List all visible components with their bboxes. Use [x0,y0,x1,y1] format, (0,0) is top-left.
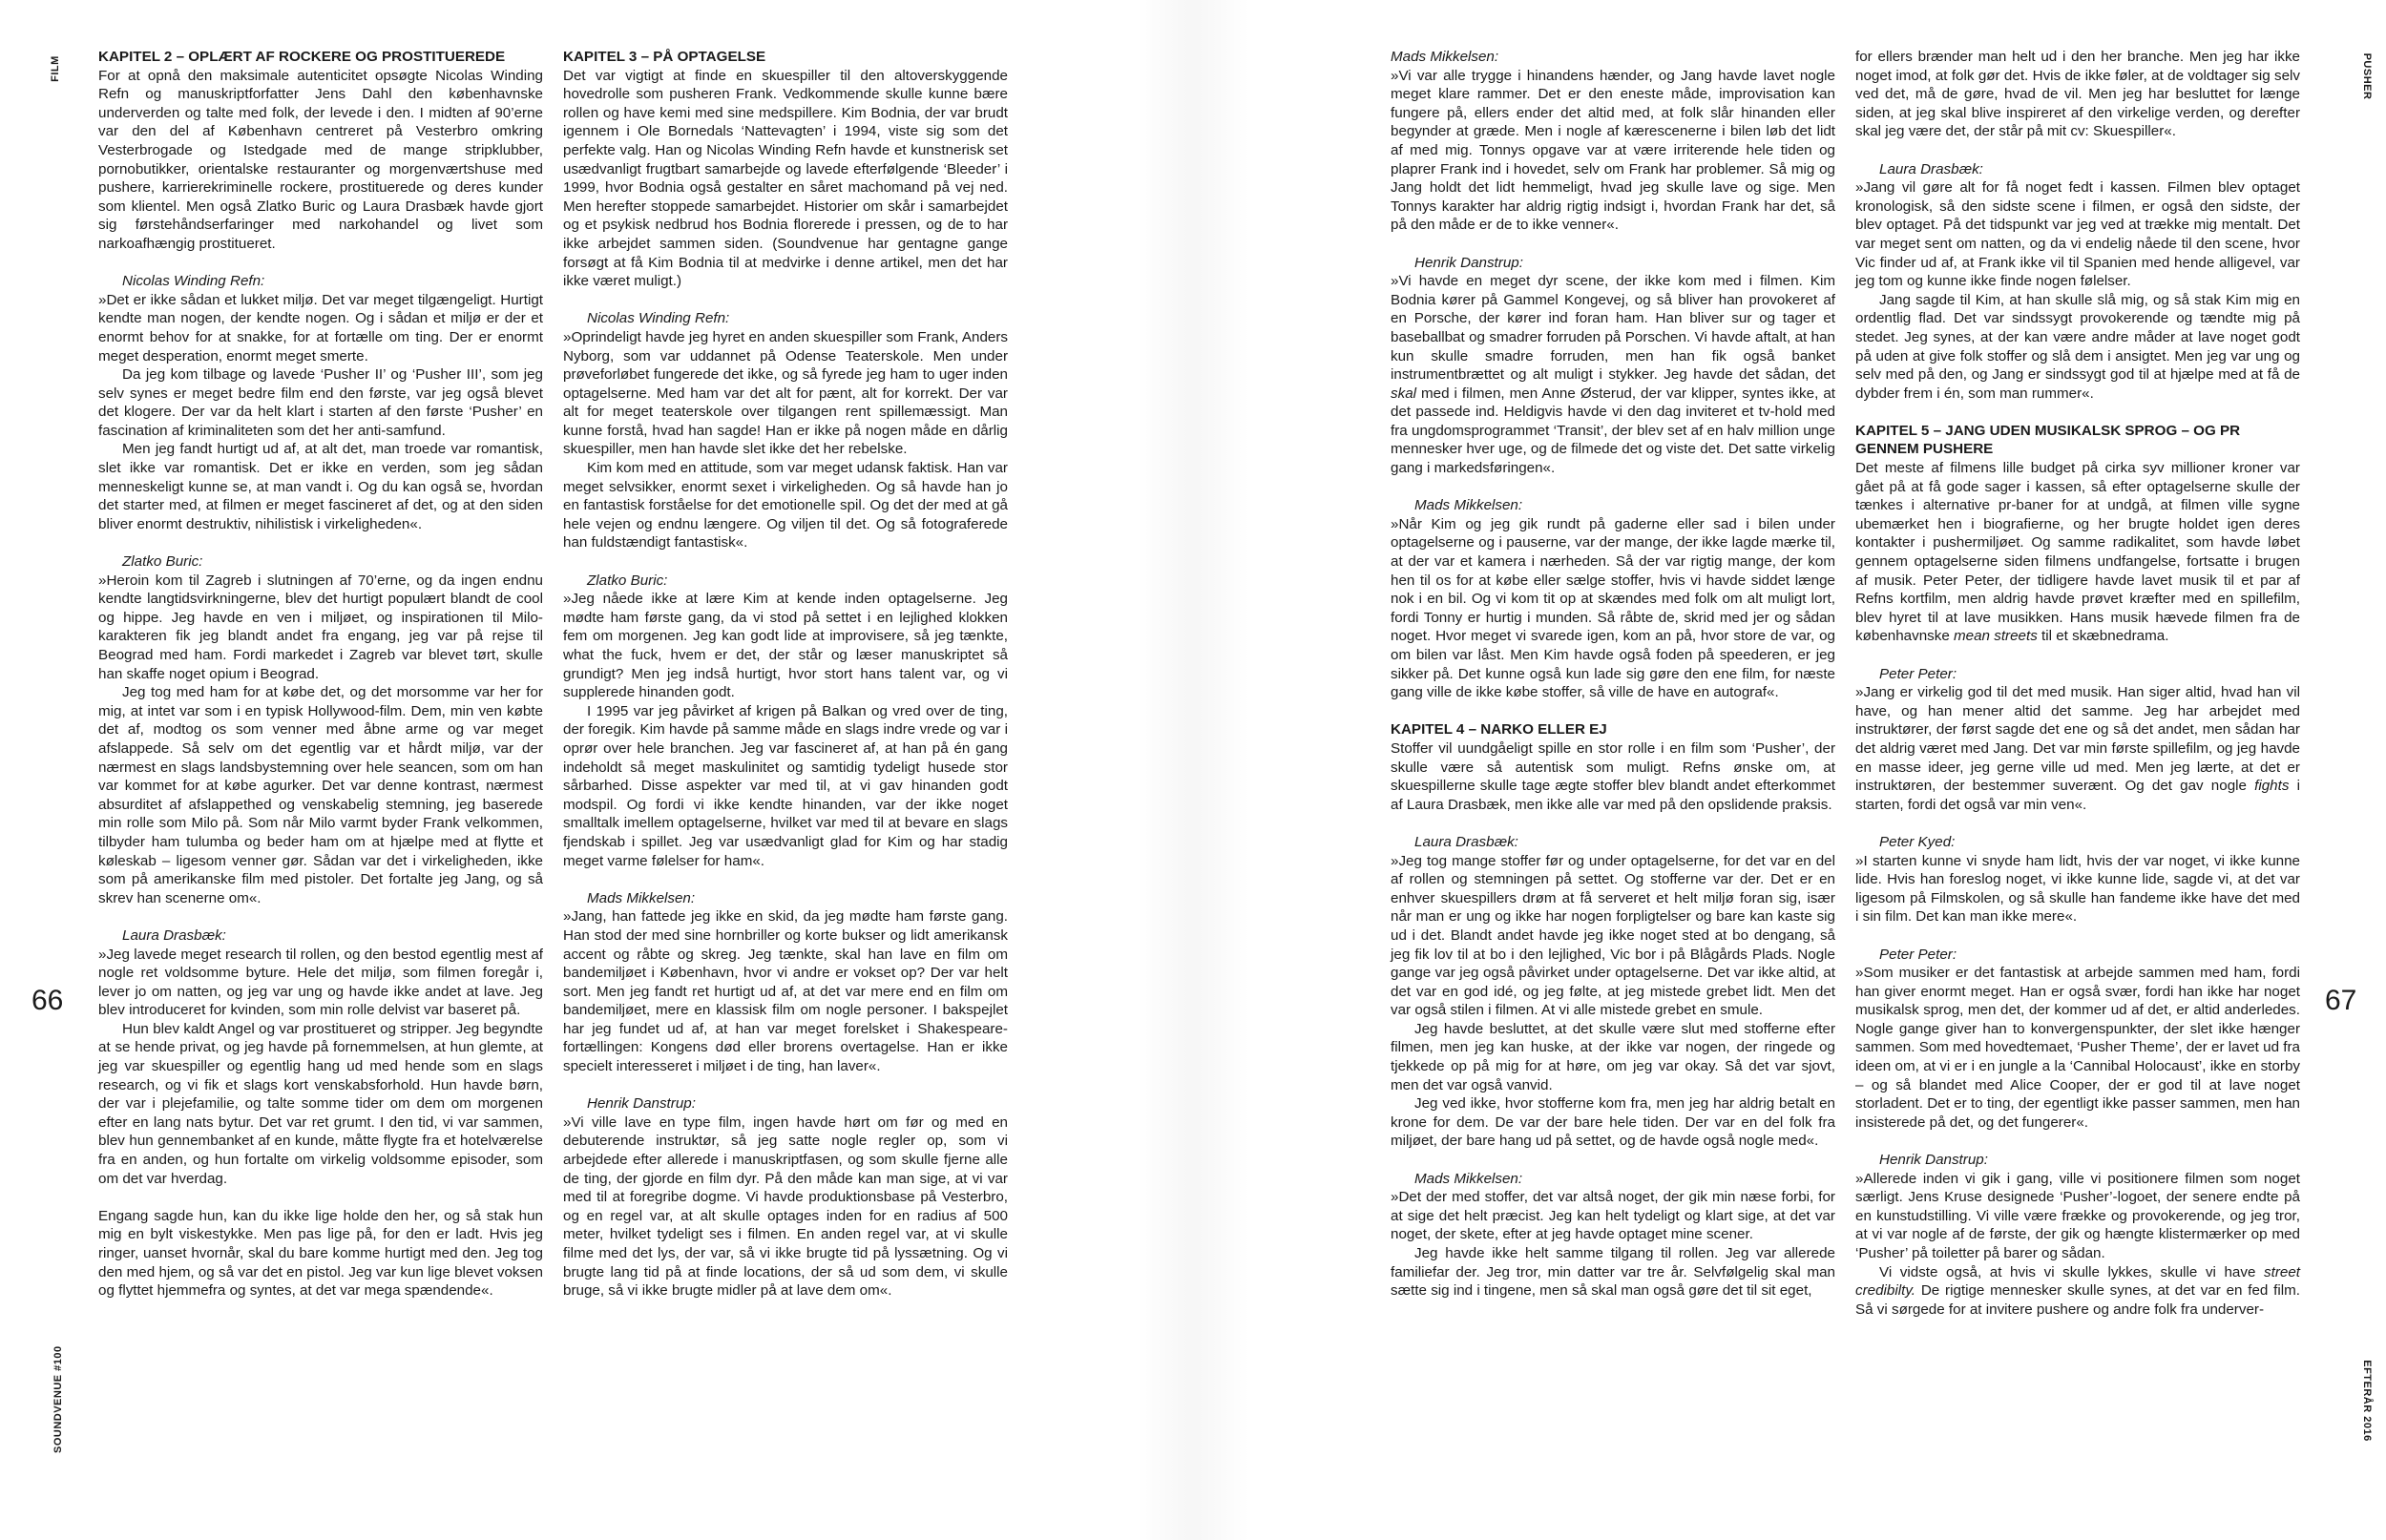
chapter-heading: KAPITEL 3 – PÅ OPTAGELSE [563,49,766,65]
quote-paragraph: Jang sagde til Kim, at han skulle slå mig, og så stak Kim mig en ordentlig flad. Det var sindssygt provokerende og tændte mig på stedet. Jeg synes, at der kan være andre måder at lave noget godt på uden at give folk stoffer og slå dem i ansigtet. Men jeg var ung og selv med på den, og Jang er sindssygt god til at hjælpe med at få de dybder frem i én, som man rummer«. [1855,291,2300,402]
speaker-name: Nicolas Winding Refn: [122,273,265,290]
quote-paragraph: »Når Kim og jeg gik rundt på gaderne eller sad i bilen under optagelserne og i pauserne, var der mange, der ikke lagde mærke til, at der var et kamera i nærheden. Så der var rigtig mange, der kom hen til os for at købe eller sælge stoffer, hvis vi havde siddet længe nok i en bil. Og vi kom tit op at skændes med folk om alt muligt lort, fordi Tonny er hurtig i munden. Så råbte de, skrid med jer og sådan noget. Hvor meget vi svarede igen, kom an på, hvor store de var, og om bilen var låst. Men Kim havde også foden på speederen, er jeg sikker på. Det kunne også kun lade sig gøre den ene film, for næste gang ville de ikke købe stoffer, så ville de have en autograf«. [1391,515,1835,701]
quote-paragraph: Men jeg fandt hurtigt ud af, at alt det, man troede var romantisk, slet ikke var romantisk. Det er ikke en verden, som jeg sådan menneskeligt kunne se, at man vandt i. Og du kan også se, hvordan det starter med, at filmen er meget fascineret af det, og at den siden bliver enormt destruktiv, nihilistisk i virkeligheden«. [98,441,543,532]
body-paragraph: For at opnå den maksimale autenticitet opsøgte Nicolas Winding Refn og manuskriptforfatter Jens Dahl den københavnske underverden og talte med folk, der levede i den. I midten af 90’erne var den del af København centreret på Vesterbro omkring Vesterbrogade og Istedgade med de mange stripklubber, pornobutikker, orientalske restauranter og morgenværtshuse med pushere, karrierekriminelle rockere, prostituerede og deres kunder som klientel. Men også Zlatko Buric og Laura Drasbæk havde gjort sig førstehåndserfaringer med narkohandel og livet som narkoafhængig prostitueret. [98,67,543,252]
quote-paragraph: »I starten kunne vi snyde ham lidt, hvis der var noget, vi ikke kunne lide. Hvis han foreslog noget, vi ikke kunne lide, sagde vi, at det var ligesom på Filmskolen, og så skulle han fandeme ikke have det med i sin film. Det kan man ikke mere«. [1855,852,2300,926]
quote-paragraph: »Heroin kom til Zagreb i slutningen af 70’erne, og da ingen endnu kendte langtidsvirkningerne, blev det hurtigt populært blandt de cool og hippe. Jeg havde en ven i miljøet, og inspirationen til Milo-karakteren fik jeg blandt andet fra engang, jeg var på rejse til Beograd med ham. Fordi markedet i Zagreb var blevet tørt, skulle han skaffe noget opium i Beograd. [98,572,543,682]
speaker-name: Mads Mikkelsen: [1391,49,1499,65]
quote-paragraph: »Jang er virkelig god til det med musik. Han siger altid, hvad han vil have, og han mener altid det samme. Jeg har arbejdet med instruktører, der først sagde det ene og så det andet, men sådan har det aldrig været med Jang. Det var min første spillefilm, og jeg havde en masse ideer, jeg gerne ville ud med. Men jeg lærte, at det er instruktøren, der bestemmer suverænt. Og det gav nogle fights i starten, fordi det også var min ven«. [1855,684,2300,813]
quote-paragraph: Jeg havde ikke helt samme tilgang til rollen. Jeg var allerede familiefar der. Jeg tror, min datter var tre år. Selvfølgelig skal man sætte sig ind i tingene, men så skal man også gøre det til sit eget, [1391,1245,1835,1300]
quote-paragraph: Vi vidste også, at hvis vi skulle lykkes, skulle vi have street credibilty. De rigtige mennesker skulle synes, at det var en fed film. Så vi sørgede for at invitere pushere og andre folk fra underver- [1855,1263,2300,1318]
section-label: PUSHER [2361,52,2373,100]
article-column-3 [1391,48,1835,1301]
article-column-2 [563,48,1008,1301]
quote-paragraph: Jeg ved ikke, hvor stofferne kom fra, men jeg har aldrig betalt en krone for dem. De var der bare hele tiden. Der var en del folk fra miljøet, der bare hang ud på settet, og de havde også nogle med«. [1391,1095,1835,1150]
quote-paragraph: »Jeg nåede ikke at lære Kim at kende inden optagelserne. Jeg mødte ham første gang, da vi stod på settet i en lejlighed klokken fem om morgenen. Jeg kan godt lide at improvisere, så jeg tænkte, what the fuck, hvem er det, der står og læser manuskriptet så grundigt? Men jeg indså hurtigt, hvor stort hans talent var, og vi supplerede hinanden godt. [563,591,1008,701]
speaker-name: Laura Drasbæk: [1414,833,1518,850]
quote-paragraph: »Vi havde en meget dyr scene, der ikke kom med i filmen. Kim Bodnia kører på Gammel Kongevej, og så bliver han provokeret af en Porsche, der kører ind foran ham. Han bliver sur og tager et baseballbat og smadrer forruden på Porschen. Vi havde aftalt, at han kun skulle smadre forruden, men han fik også banket instrumentbrættet og alt muligt i stykker. Jeg havde det sådan, det skal med i filmen, men Anne Østerud, der var klipper, syntes ikke, at det passede ind. Heldigvis havde vi den dag inviteret et tv-hold med fra ungdomsprogrammet ‘Transit’, der blev set af en halv million unge mennesker hver uge, og de filmede det og viste det. Det satte virkelig gang i markedsføringen«. [1391,273,1835,477]
quote-paragraph: »Som musiker er det fantastisk at arbejde sammen med ham, fordi han giver enormt meget. Han er også svær, fordi han ikke har noget musikalsk sprog, men det, der kommer ud af det, er altid anderledes. Nogle gange giver han to konvergenspunkter, der slet ikke hænger sammen. Som med hovedtemaet, ‘Pusher Theme’, der er lavet ud fra ideen om, at vi er i en jungle a la ‘Cannibal Holocaust’, ikke en storby – og så blandet med Alice Cooper, der er god til at lave noget storladent. Det er to ting, der egentligt ikke passer sammen, men han insisterede på det, og det fungerer«. [1855,965,2300,1131]
speaker-name: Nicolas Winding Refn: [587,310,730,327]
quote-paragraph: Kim kom med en attitude, som var meget udansk faktisk. Han var meget selvsikker, enormt sexet i virkeligheden. Og så havde han jo en fantastisk forståelse for det emotionelle spil. Og det der med at gå hele vejen og endnu længere. Og viljen til det. Og så fotograferede han fuldstændigt fantastisk«. [563,460,1008,551]
speaker-name: Mads Mikkelsen: [1414,497,1523,514]
issue-label: SOUNDVENUE #100 [52,1345,64,1453]
quote-paragraph: Hun blev kaldt Angel og var prostitueret og stripper. Jeg begyndte at se hende privat, og jeg havde på fornemmelsen, at hun glemte, at jeg var skuespiller og egentlig hang ud med hende som en slags research, og vi fik et slags kort venskabsforhold. Hun havde børn, der var i plejefamilie, og talte somme tider om dem om morgenen efter en lang nats bytur. Det var ret grumt. I den tid, vi var sammen, blev hun gennembanket af en kunde, måtte flygte fra et hotelværelse fra en anden, og hun fortalte om virkelig voldsomme episoder, som om det var hverdag. [98,1020,543,1187]
quote-paragraph: »Oprindeligt havde jeg hyret en anden skuespiller som Frank, Anders Nyborg, som var uddannet på Odense Teaterskole. Men under prøveforløbet fungerede det ikke, og så fyrede jeg ham to uger inden optagelserne. Med ham var det alt for pænt, alt for korrekt. Der var alt for meget teaterskole over tilgangen rent spillemæssigt. Man kunne forstå, hvad han sagde! Han er ikke på nogen måde en dårlig skuespiller, men han havde slet ikke det her rebelske. [563,328,1008,458]
chapter-heading: KAPITEL 4 – NARKO ELLER EJ [1391,721,1607,739]
chapter-heading: KAPITEL 2 – OPLÆRT AF ROCKERE OG PROSTITUEREDE [98,49,506,65]
section-label: FILM [50,55,61,82]
quote-paragraph: »Det er ikke sådan et lukket miljø. Det var meget tilgængeligt. Hurtigt kendte man nogen, der kendte nogen. Og i sådan et miljø er der et enormt behov for at snakke, for at fortælle om ting. Der er enormt meget desperation, enormt meget smerte. [98,291,543,364]
quote-paragraph: Da jeg kom tilbage og lavede ‘Pusher II’ og ‘Pusher III’, som jeg selv synes er meget bedre film end den første, var jeg også blevet det klogere. Der var da helt klart i starten af den første ‘Pusher’ en fascination af kriminaliteten som det her anti-samfund. [98,366,543,439]
speaker-name: Mads Mikkelsen: [1414,1170,1523,1187]
chapter-heading: KAPITEL 5 – JANG UDEN MUSIKALSK SPROG – OG PR GENNEM PUSHERE [1855,422,2241,458]
speaker-name: Mads Mikkelsen: [587,889,696,906]
speaker-name: Laura Drasbæk: [122,926,226,944]
quote-paragraph: »Jeg tog mange stoffer før og under optagelserne, for det var en del af rollen og stemningen på settet. Og stofferne var der. Det er en enhver skuespillers drøm at få serveret et helt miljø foran sig, især når man er ung og ikke har nogen forpligtelser og bare kan kaste sig ud i det. Blandt andet havde jeg ikke noget sted at bo dengang, så jeg fik lov til at bo i den lejlighed, Vic bor i på Blågårds Plads. Nogle gange var jeg også påvirket under optagelserne. Det var ikke altid, at det var en god idé, og jeg følte, at jeg mistede grebet lidt. Men det var også stilen i filmen. At vi alle mistede grebet en smule. [1391,852,1835,1019]
body-paragraph: Det meste af filmens lille budget på cirka syv millioner kroner var gået på at få gode sager i kassen, så efter optagelserne skulle der tænkes i alternative pr-baner for at undgå, at filmen ville sygne ubemærket hen i biografierne, og her brugte holdet igen deres kontakter i pushermiljøet. Og samme radikalitet, som havde løbet gennem optagelserne siden filmens undfangelse, fortsatte i brugen af musik. Peter Peter, der tidligere havde lavet musik til et par af Refns kortfilm, men aldrig havde prøvet kræfter med en spillefilm, blev hyret til at lave musikken. Hans musik hævede filmen fra de københavnske mean streets til et skæbnedrama. [1855,460,2300,645]
quote-paragraph: Jeg tog med ham for at købe det, og det morsomme var her for mig, at intet var som i en typisk Hollywood-film. Dem, min ven købte det af, modtog os som venner med åbne arme og var meget afslappede. Så selv om det egentlig var et hårdt miljø, var der nærmest en slags landsbystemning over hele seancen, som om han var kommet for at købe agurker. Det var denne kontrast, nærmest absurditet af afslappethed og venskabelig stemning, jeg baserede min rolle som Milo på. Som når Milo varmt byder Frank velkommen, tilbyder ham tulumba og beder ham om at hjælpe med at flytte et køleskab – ligesom venner gør. Sådan var det i virkeligheden, ikke som på amerikanske film med pistoler. Det fortalte jeg Jang, og så skrev han scenerne om«. [98,684,543,906]
speaker-name: Zlatko Buric: [122,553,203,571]
speaker-name: Zlatko Buric: [587,572,668,589]
quote-paragraph: I 1995 var jeg påvirket af krigen på Balkan og vred over de ting, der foregik. Kim havde på samme måde en slags indre vrede og var i oprør over hele branchen. Jeg var fascineret af, at han på én gang indeholdt så meget maskulinitet og samtidig tydeligt husede stor sårbarhed. Disse aspekter var med til, at vi gav hinanden godt modspil. Og fordi vi ikke kendte hinanden, var der ikke noget smalltalk imellem optagelserne, hvilket var med til at bevare en slags fjendskab i spillet. Jeg var usædvanligt glad for Kim og har stadig meget varme følelser for ham«. [563,702,1008,869]
speaker-name: Laura Drasbæk: [1879,160,1983,177]
issue-label: EFTERÅR 2016 [2361,1360,2373,1442]
quote-paragraph: »Jeg lavede meget research til rollen, og den bestod egentlig mest af nogle ret voldsomme byture. Hele det miljø, som filmen foregår i, lever jo om natten, og jeg var ung og havde ikke andet at lave. Jeg blev introduceret for kvinden, som min rolle delvist var baseret på. [98,946,543,1019]
quote-paragraph: Engang sagde hun, kan du ikke lige holde den her, og så stak hun mig en bylt viskestykke. Men pas lige på, for den er ladt. Hvis jeg ringer, uanset hvornår, skal du bare komme hurtigt med den. Jeg tog den med hjem, og så var det en pistol. Jeg var kun lige blevet voksen og flyttet hjemmefra og syntes, at det var mega spændende«. [98,1207,543,1300]
body-paragraph: Det var vigtigt at finde en skuespiller til den altoverskyggende hovedrolle som pusheren Frank. Vedkommende skulle kunne bære rollen og have kemi med sine medspillere. Kim Bodnia, der var brudt igennem i Ole Bornedals ‘Nattevagten’ i 1994, viste sig som det perfekte valg. Han og Nicolas Winding Refn havde et kunstnerisk set usædvanligt frugtbart samarbejde og lavede efterfølgende ‘Bleeder’ i 1999, hvor Bodnia også gestalter en såret machomand på vej ned. Men herefter stoppede samarbejdet. Historier om skår i samarbejdet og et psykisk nedbrud hos Bodnia florerede i pressen, og de to har ikke arbejdet sammen siden. (Soundvenue har gentagne gange forsøgt at få Kim Bodnia til at medvirke i denne artikel, men det har ikke været muligt.) [563,67,1008,290]
page-number: 67 [2325,985,2357,1016]
speaker-name: Henrik Danstrup: [1879,1152,1988,1169]
quote-paragraph: »Det der med stoffer, det var altså noget, der gik min næse forbi, for at sige det helt præcist. Jeg kan helt tydeligt og klart sige, at det var noget, der skete, efter at jeg havde optaget mine scener. [1391,1189,1835,1243]
quote-paragraph: »Vi ville lave en type film, ingen havde hørt om før og med en debuterende instruktør, så jeg satte nogle regler op, som vi arbejdede efter allerede i manuskriptfasen, og som skulle fjerne alle de ting, der gjorde en film dyr. På den måde kan man sige, at vi var med til at foregribe dogme. Vi havde produktionsbase på Vesterbro, og en regel var, at alt skulle optages inden for en radius af 500 meter, hvilket tydeligt ses i filmen. En anden regel var, at vi skulle filme med det lys, der var, så vi ikke brugte tid på lyssætning. Og vi brugte lang tid på at finde locations, der så ud som dem, vi skulle bruge, så vi ikke brugte midler på at lave dem om«. [563,1113,1008,1300]
quote-paragraph: for ellers brænder man helt ud i den her branche. Men jeg har ikke noget imod, at folk gør det. Hvis de ikke føler, at de voldtager sig selv ved det, må de gøre, hvad de vil. Men jeg har besluttet for længe siden, at jeg skal blive inspireret af den virkelige verden, og derefter skal jeg være det, der står på mit cv: Skuespiller«. [1855,49,2300,140]
speaker-name: Peter Peter: [1879,946,1957,963]
speaker-name: Henrik Danstrup: [1414,254,1523,271]
speaker-name: Peter Peter: [1879,665,1957,682]
speaker-name: Henrik Danstrup: [587,1095,696,1113]
quote-paragraph: »Vi var alle trygge i hinandens hænder, og Jang havde lavet nogle meget klare rammer. Det er den eneste måde, improvisation kan fungere på, ellers ender det altid med, at folk slår hinanden eller begynder at græde. Men i nogle af kærescenerne i bilen løb det lidt af med mig. Tonnys opgave var at være irriterende hele tiden og plaprer Frank ind i hovedet, selv om Frank har problemer. Så mig og Jang holdt det lidt hemmeligt, hvad jeg skulle lave og sige. Men Tonnys karakter har aldrig rigtig indsigt i, hvordan Frank har det, så på den måde er de to ikke venner«. [1391,67,1835,234]
article-column-4 [1855,48,2300,1319]
quote-paragraph: »Jang, han fattede jeg ikke en skid, da jeg mødte ham første gang. Han stod der med sine hornbriller og korte bukser og lidt amerikansk accent og råbte og skreg. Jeg tænkte, skal han lave en film om bandemiljøet i København, hvor vi andre er vokset op? Der var helt sort. Men jeg fandt ret hurtigt ud af, at det var mere end en film om bandemiljøet, mere en klassisk film om nogle personer. I bakspejlet har jeg fundet ud af, at han var meget forelsket i Shakespeare-fortællingen: Kongens død eller brorens overtagelse. Han er ikke specielt interesseret i miljøet i de ting, han laver«. [563,908,1008,1075]
body-paragraph: Stoffer vil uundgåeligt spille en stor rolle i en film som ‘Pusher’, der skulle være så autentisk som muligt. Refns ønske om, at skuespillerne skulle tage ægte stoffer blev blandt andet efterkommet af Laura Drasbæk, men ikke alle var med på den opslidende praksis. [1391,739,1835,813]
article-column-1 [98,48,543,1301]
right-page [1193,0,2386,1540]
quote-paragraph: »Allerede inden vi gik i gang, ville vi positionere filmen som noget særligt. Jens Kruse designede ‘Pusher’-logoet, der senere endte på en kunstudstilling. Vi ville være frække og provokerende, og jeg tror, at vi var nogle af de første, der gik og hængte klistermærker op med ‘Pusher’ på toiletter på barer og sådan. [1855,1170,2300,1261]
quote-paragraph: Jeg havde besluttet, at det skulle være slut med stofferne efter filmen, men jeg kan huske, at der ikke var nogen, der ringede og tjekkede op på mig for at høre, om jeg var okay. Så det var sjovt, men det var også vanvid. [1391,1020,1835,1093]
quote-paragraph: »Jang vil gøre alt for få noget fedt i kassen. Filmen blev optaget kronologisk, så den sidste scene i filmen, er også den sidste, der blev optaget. På det tidspunkt var jeg ved at trække mig mentalt. Det var meget sent om natten, og da vi endelig nåede til den scene, hvor Vic finder ud af, at Frank ikke vil til Spanien med hende alligevel, var jeg tom og kunne ikke finde nogen følelser. [1855,179,2300,290]
speaker-name: Peter Kyed: [1879,833,1956,850]
page-number: 66 [31,985,64,1016]
